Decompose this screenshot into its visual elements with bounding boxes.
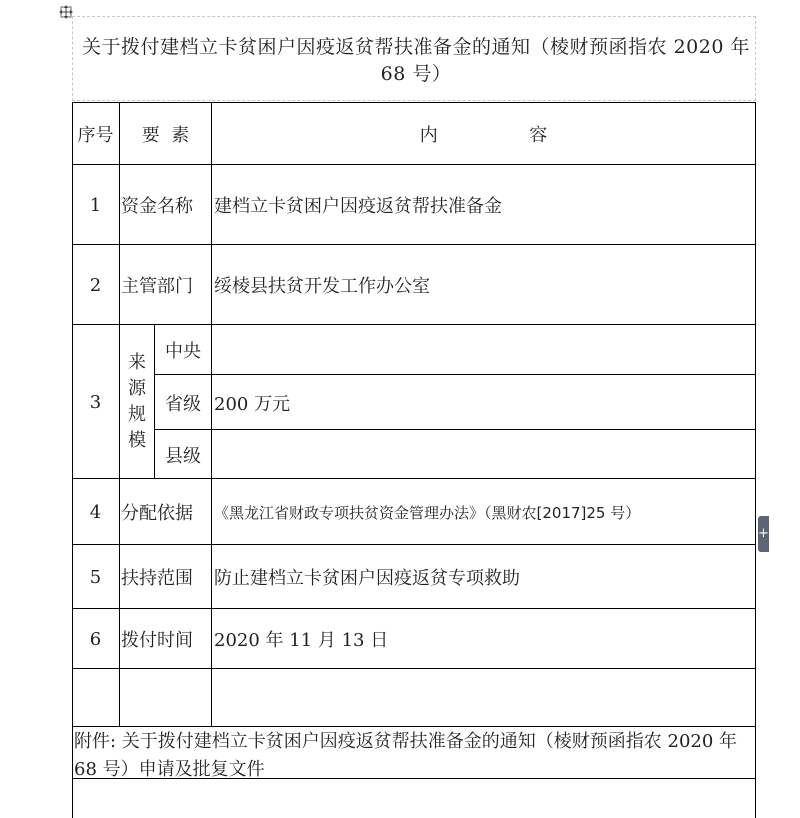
- row-3-sub-content-central: [211, 325, 754, 375]
- row-2-index: 2: [89, 274, 102, 296]
- row-4-content: 《黑龙江省财政专项扶贫资金管理办法》（黑财农[2017]25 号）: [214, 503, 641, 522]
- row-3-sub-level-central: 中央: [165, 341, 201, 362]
- add-row-tab[interactable]: [758, 516, 769, 552]
- row-6-element: 拨付时间: [121, 630, 193, 651]
- row-6-content: 2020 年 11 月 13 日: [214, 630, 389, 651]
- row-4-index: 4: [89, 501, 102, 523]
- row-6-index: 6: [89, 628, 102, 650]
- attachment-note: 附件: 关于拨付建档立卡贫困户因疫返贫帮扶准备金的通知（棱财预函指农 2020 年 68 号）申请及批复文件: [74, 731, 738, 780]
- row-2-element: 主管部门: [121, 276, 193, 297]
- row-1-content: 建档立卡贫困户因疫返贫帮扶准备金: [214, 196, 502, 217]
- document-title: 关于拨付建档立卡贫困户因疫返贫帮扶准备金的通知（棱财预函指农 2020 年 68 号）: [82, 36, 750, 85]
- row-3-sub-level-province: 省级: [165, 393, 201, 415]
- row-4-element: 分配依据: [121, 503, 193, 524]
- header-index: 序号: [77, 125, 114, 146]
- row-3-index: 3: [89, 391, 102, 413]
- row-3-element-vertical: [120, 325, 154, 479]
- row-1-element: 资金名称: [121, 196, 193, 217]
- row-5-content: 防止建档立卡贫困户因疫返贫专项救助: [214, 568, 520, 589]
- row-3-element-char: 源: [128, 378, 146, 399]
- row-1-index: 1: [89, 194, 102, 216]
- row-5-element: 扶持范围: [121, 568, 193, 589]
- row-3-sub-content-province: 200 万元: [214, 393, 291, 415]
- header-element: 要 素: [141, 125, 190, 146]
- header-content: 内 容: [419, 125, 548, 146]
- row-3-element-char: 模: [128, 430, 146, 451]
- row-3-element-char: 来: [128, 352, 146, 373]
- row-2-content: 绥棱县扶贫开发工作办公室: [214, 276, 430, 297]
- row-3-sub-level-county: 县级: [165, 445, 201, 467]
- plus-icon: +: [758, 526, 769, 541]
- row-3-sub-content-county: [211, 430, 754, 479]
- row-5-index: 5: [89, 566, 102, 588]
- row-3-element-char: 规: [128, 404, 146, 425]
